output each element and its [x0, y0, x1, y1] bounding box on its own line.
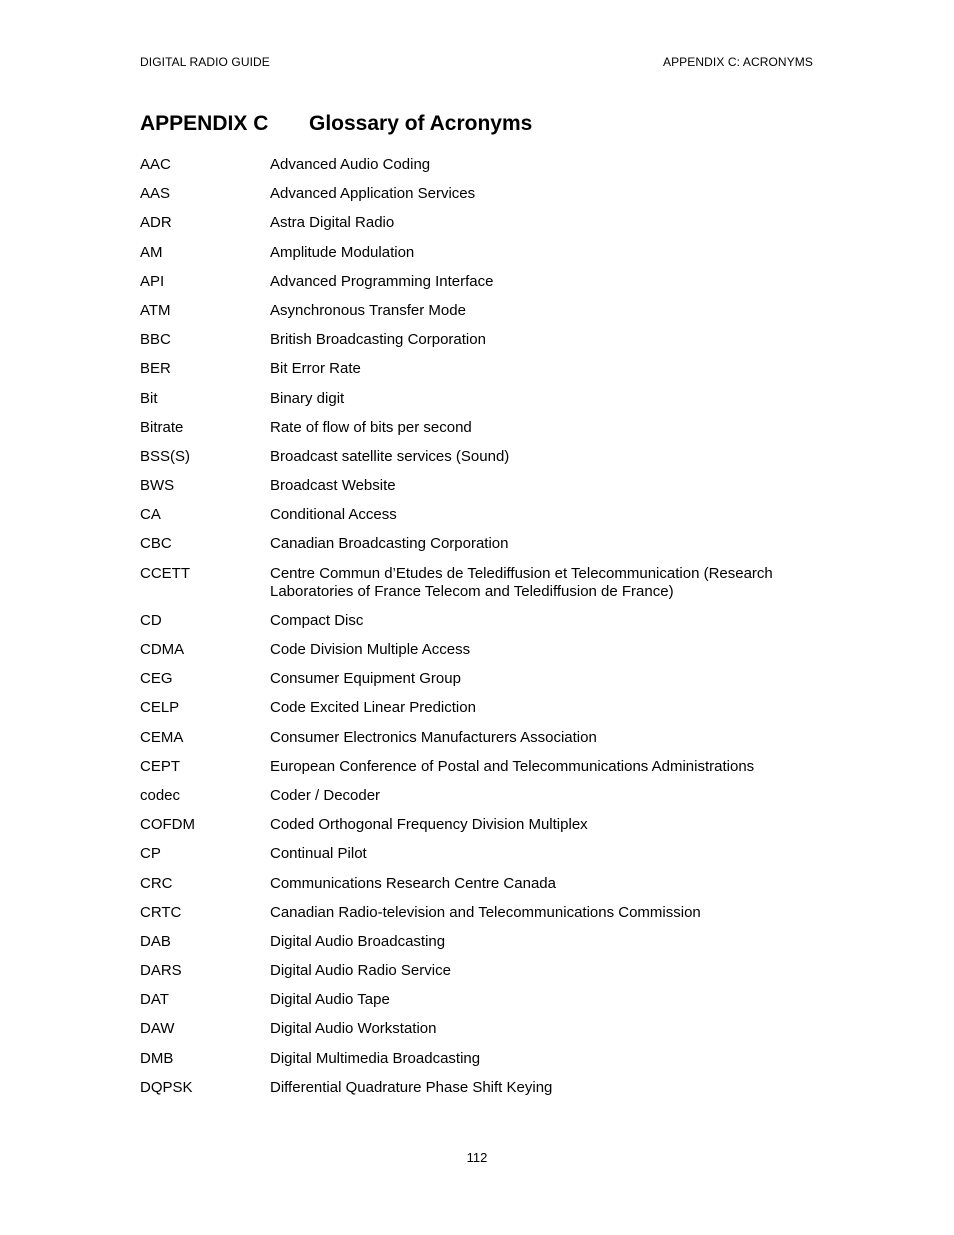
acronym-definition: Amplitude Modulation — [270, 243, 415, 261]
acronym-term: CELP — [140, 699, 180, 717]
running-header-right: APPENDIX C: ACRONYMS — [662, 55, 813, 69]
acronym-term: CCETT — [140, 564, 190, 582]
glossary-entry — [140, 1079, 820, 1097]
acronym-definition: European Conference of Postal and Telecommunications Administrations — [270, 757, 755, 775]
acronym-term: DAW — [140, 1020, 175, 1038]
acronym-definition: Broadcast satellite services (Sound) — [270, 447, 510, 465]
acronym-definition: Bit Error Rate — [270, 360, 361, 378]
glossary-entry — [140, 244, 820, 262]
acronym-term: AAS — [140, 185, 171, 203]
acronym-definition: Broadcast Website — [270, 477, 396, 495]
acronym-term: BWS — [140, 477, 175, 495]
acronym-definition: Compact Disc — [270, 611, 364, 629]
appendix-heading — [140, 112, 532, 136]
acronym-term: BER — [140, 360, 171, 378]
glossary-entry — [140, 273, 820, 291]
acronym-definition: Rate of flow of bits per second — [270, 418, 472, 436]
glossary-entry — [140, 875, 820, 893]
glossary-entry — [140, 699, 820, 717]
acronym-definition: Astra Digital Radio — [270, 214, 395, 232]
acronym-definition: Centre Commun d’Etudes de Telediffusion et Telecommunication (Research Laboratories of France Telecom and Telediffusion de France) — [270, 564, 773, 600]
acronym-term: CBC — [140, 535, 172, 553]
glossary-entry — [140, 758, 820, 776]
glossary-entry — [140, 214, 820, 232]
glossary-entry — [140, 641, 820, 659]
acronym-term: ATM — [140, 301, 171, 319]
acronym-term: AM — [140, 243, 163, 261]
acronym-definition: Coded Orthogonal Frequency Division Multiplex — [270, 816, 588, 834]
running-header-left: DIGITAL RADIO GUIDE — [140, 55, 270, 69]
glossary-entry — [140, 1050, 820, 1068]
glossary-entry — [140, 506, 820, 524]
glossary-entry — [140, 390, 820, 408]
glossary-entry — [140, 331, 820, 349]
glossary-entry — [140, 816, 820, 834]
appendix-title: Glossary of Acronyms — [309, 112, 533, 135]
acronym-term: DMB — [140, 1049, 174, 1067]
acronym-term: CEMA — [140, 728, 184, 746]
acronym-definition: Advanced Programming Interface — [270, 272, 494, 290]
acronym-definition: Advanced Application Services — [270, 185, 476, 203]
acronym-term: CDMA — [140, 641, 185, 658]
acronym-term: CEG — [140, 670, 173, 688]
acronym-term: CEPT — [140, 757, 181, 775]
acronym-glossary-list — [140, 156, 820, 1108]
glossary-entry — [140, 302, 820, 320]
acronym-term: CA — [140, 506, 161, 524]
acronym-definition: Digital Audio Workstation — [270, 1020, 437, 1038]
acronym-definition: Continual Pilot — [270, 845, 367, 863]
glossary-entry — [140, 612, 820, 630]
acronym-definition: Digital Audio Tape — [270, 991, 390, 1009]
glossary-entry — [140, 991, 820, 1009]
acronym-term: CD — [140, 611, 162, 629]
acronym-term: codec — [140, 786, 181, 804]
acronym-definition: British Broadcasting Corporation — [270, 331, 486, 349]
acronym-definition: Code Excited Linear Prediction — [270, 699, 476, 717]
glossary-entry — [140, 535, 820, 553]
acronym-definition: Code Division Multiple Access — [270, 641, 471, 658]
acronym-term: COFDM — [140, 816, 195, 834]
glossary-entry — [140, 787, 820, 805]
glossary-entry — [140, 419, 820, 437]
glossary-entry — [140, 360, 820, 378]
acronym-term: BBC — [140, 331, 171, 349]
glossary-entry — [140, 962, 820, 980]
glossary-entry — [140, 729, 820, 747]
glossary-entry — [140, 185, 820, 203]
acronym-term: DAT — [140, 991, 169, 1009]
acronym-definition: Communications Research Centre Canada — [270, 874, 556, 892]
glossary-entry — [140, 670, 820, 688]
acronym-definition: Binary digit — [270, 389, 345, 407]
acronym-term: API — [140, 272, 165, 290]
acronym-definition: Differential Quadrature Phase Shift Keying — [270, 1078, 553, 1096]
acronym-definition: Digital Audio Broadcasting — [270, 932, 446, 950]
acronym-term: AAC — [140, 156, 171, 173]
acronym-definition: Digital Multimedia Broadcasting — [270, 1049, 481, 1067]
glossary-entry — [140, 1020, 820, 1038]
acronym-term: DARS — [140, 962, 182, 980]
glossary-entry — [140, 904, 820, 922]
acronym-definition: Consumer Electronics Manufacturers Association — [270, 728, 597, 746]
glossary-entry — [140, 448, 820, 466]
acronym-term: CRC — [140, 874, 173, 892]
glossary-entry — [140, 477, 820, 495]
acronym-definition: Consumer Equipment Group — [270, 670, 461, 688]
acronym-term: CP — [140, 845, 161, 863]
page-number: 112 — [466, 1150, 488, 1165]
glossary-entry — [140, 156, 820, 174]
acronym-definition: Advanced Audio Coding — [270, 156, 431, 173]
glossary-entry — [140, 933, 820, 951]
acronym-definition: Conditional Access — [270, 506, 397, 524]
glossary-entry — [140, 565, 820, 601]
acronym-term: DAB — [140, 932, 171, 950]
acronym-definition: Coder / Decoder — [270, 786, 381, 804]
acronym-term: CRTC — [140, 903, 182, 921]
acronym-term: ADR — [140, 214, 172, 232]
acronym-definition: Asynchronous Transfer Mode — [270, 301, 466, 319]
acronym-definition: Canadian Broadcasting Corporation — [270, 535, 509, 553]
acronym-term: BSS(S) — [140, 447, 191, 465]
glossary-entry — [140, 845, 820, 863]
acronym-definition: Digital Audio Radio Service — [270, 962, 451, 980]
appendix-label: APPENDIX C — [140, 112, 269, 135]
acronym-term: Bitrate — [140, 418, 184, 436]
acronym-term: DQPSK — [140, 1078, 193, 1096]
acronym-definition: Canadian Radio-television and Telecommunications Commission — [270, 903, 701, 921]
acronym-term: Bit — [140, 389, 158, 407]
